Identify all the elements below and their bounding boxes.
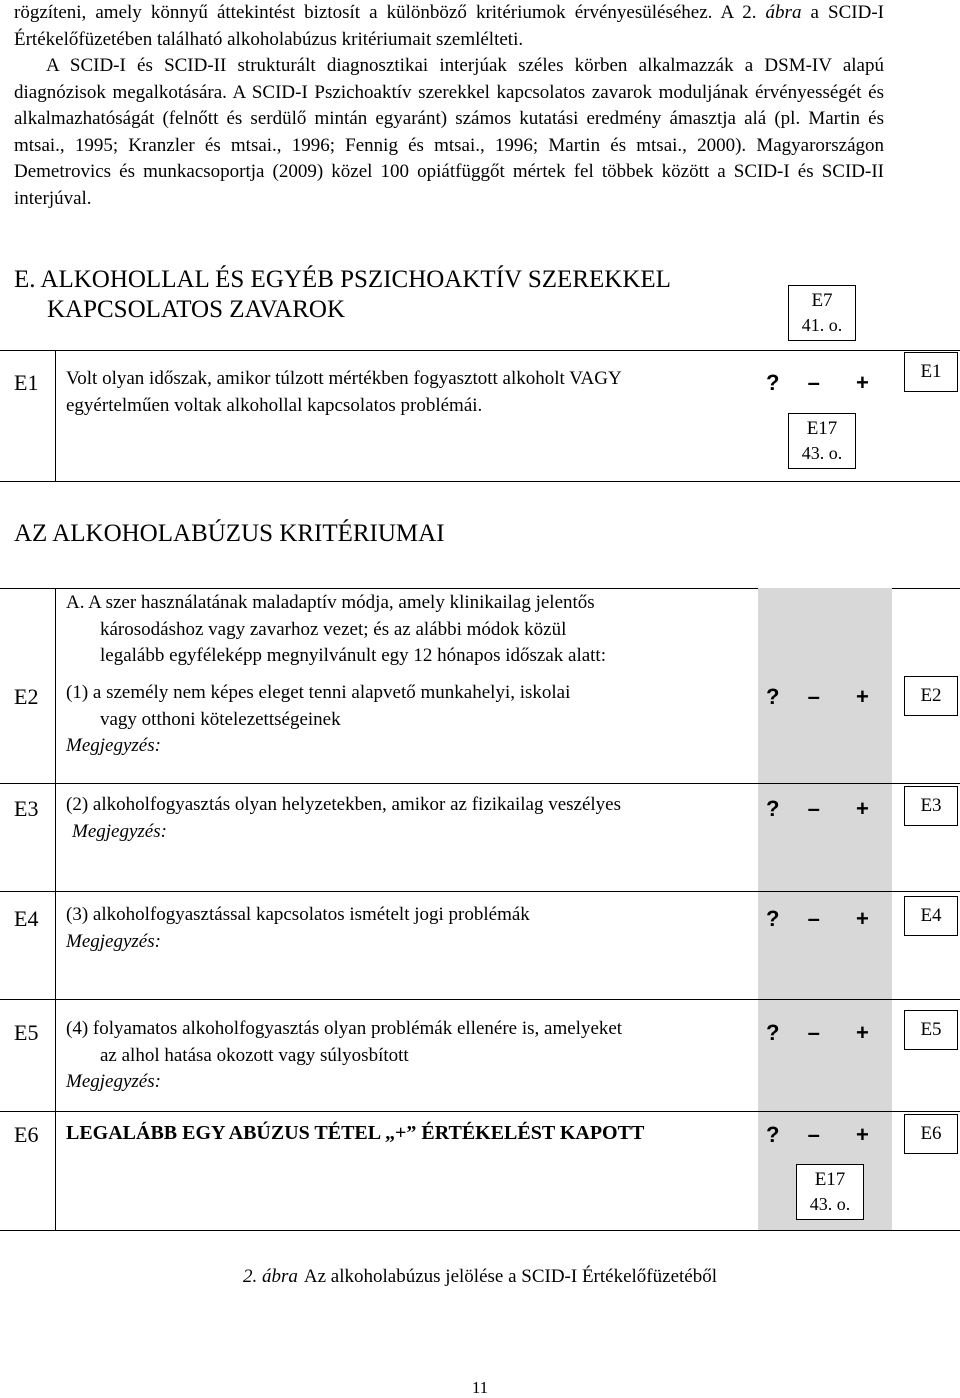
rating-options[interactable] <box>766 684 869 710</box>
row-question: (2) alkoholfogyasztás olyan helyzetekben, amikor az fizikailag veszélyes Megjegyzés: <box>66 792 621 845</box>
figure-caption: 2. ábra Az alkoholabúzus jelölése a SCID-I Értékelőfüzetéből <box>242 1266 717 1287</box>
criterion-code-box: E2 <box>904 676 958 716</box>
rating-options[interactable] <box>766 370 869 396</box>
row-label: E3 <box>14 796 39 821</box>
rating-minus[interactable]: – <box>807 906 820 931</box>
page-number: 11 <box>471 1378 489 1397</box>
rating-unknown[interactable]: ? <box>766 906 780 931</box>
row-label: E5 <box>14 1020 39 1045</box>
row-summary: LEGALÁBB EGY ABÚZUS TÉTEL „+” ÉRTÉKELÉST KAPOTT <box>66 1122 645 1144</box>
row-label: E6 <box>14 1122 39 1147</box>
rating-options[interactable] <box>766 1122 869 1148</box>
criterion-code-box: E4 <box>904 896 958 936</box>
intro-text <box>14 0 884 212</box>
rating-unknown[interactable]: ? <box>766 370 780 395</box>
criterion-row-e3 <box>0 784 960 892</box>
rating-plus[interactable]: + <box>855 1122 869 1147</box>
rating-unknown[interactable]: ? <box>766 1020 780 1045</box>
note-field[interactable]: Megjegyzés: <box>66 1071 161 1092</box>
row-question: (3) alkoholfogyasztással kapcsolatos ismételt jogi problémák Megjegyzés: <box>66 902 530 955</box>
rating-plus[interactable]: + <box>855 906 869 931</box>
intro-paragraph-2: A SCID-I és SCID-II strukturált diagnosztikai interjúak széles körben alkalmazzák a DSM-IV alapú diagnózisok megalkotására. A SCID-I Pszichoaktív szerekkel kapcsolatos zavarok moduljának érvényességét és alkalmazhatóságát (felnőtt és serdülő mintán egyaránt) számos kutatási eredmény ámasztja alá (pl. Martin és mtsai., 1995; Kranzler és mtsai., 1996; Fennig és mtsai., 1996; Martin és mtsai., 2000). Magyarországon Demetrovics és munkacsoportja (2009) közel 100 opiátfüggőt mértek fel többek között a SCID-I és SCID-II interjúval. <box>14 55 884 209</box>
criterion-code-box: E6 <box>904 1114 958 1154</box>
criterion-row-e6 <box>0 1112 960 1230</box>
rating-minus[interactable]: – <box>807 1020 820 1045</box>
criterion-row-e2 <box>0 674 960 784</box>
rating-unknown[interactable]: ? <box>766 796 780 821</box>
note-field[interactable]: Megjegyzés: <box>66 930 161 952</box>
section-reference-box: E7 41. o. <box>788 285 856 341</box>
row-question: Volt olyan időszak, amikor túlzott mértékben fogyasztott alkoholt VAGY egyértelműen voltak alkohollal kapcsolatos problémái. <box>66 368 622 416</box>
intro-paragraph-1: rögzíteni, amely könnyű áttekintést biztosít a különböző kritériumok érvényesüléséhez. A 2. ábra a SCID-I Értékelőfüzetében található alkoholabúzus kritériumait szemlélteti. <box>14 2 884 50</box>
section-title: E. ALKOHOLLAL ÉS EGYÉB PSZICHOAKTÍV SZEREKKEL KAPCSOLATOS ZAVAROK <box>14 266 671 323</box>
criteria-table <box>0 588 960 1231</box>
row-label: E4 <box>14 906 39 931</box>
row-question: (4) folyamatos alkoholfogyasztás olyan problémák ellenére is, amelyeket az alhol hatása okozott vagy súlyosbított Megjegyzés: <box>66 1016 622 1096</box>
rating-unknown[interactable]: ? <box>766 684 780 709</box>
criterion-code-box: E3 <box>904 786 958 826</box>
criteria-heading: AZ ALKOHOLABÚZUS KRITÉRIUMAI <box>14 520 445 547</box>
criterion-row-e4 <box>0 892 960 1000</box>
note-field[interactable]: Megjegyzés: <box>66 735 161 756</box>
criterion-row-e5 <box>0 1000 960 1112</box>
rating-minus[interactable]: – <box>807 684 820 709</box>
rating-plus[interactable]: + <box>855 684 869 709</box>
criterion-code-box: E5 <box>904 1010 958 1050</box>
skip-reference-box-e1: E17 43. o. <box>788 413 856 469</box>
row-label: E2 <box>14 684 39 709</box>
rating-plus[interactable]: + <box>855 1020 869 1045</box>
rating-minus[interactable]: – <box>807 796 820 821</box>
rating-plus[interactable]: + <box>855 796 869 821</box>
rating-minus[interactable]: – <box>807 370 820 395</box>
rating-unknown[interactable]: ? <box>766 1122 780 1147</box>
rating-options[interactable] <box>766 796 869 822</box>
row-label: E1 <box>14 370 39 395</box>
note-field[interactable]: Megjegyzés: <box>72 820 167 842</box>
criterion-code-box: E1 <box>904 352 958 392</box>
rating-options[interactable] <box>766 906 869 932</box>
rating-minus[interactable]: – <box>807 1122 820 1147</box>
rating-plus[interactable]: + <box>855 370 869 395</box>
criterion-a-text: A. A szer használatának maladaptív módja, amely klinikailag jelentős károsodáshoz vagy zavarhoz vezet; és az alábbi módok közül legalább egyféleképp megnyilvánult egy 12 hónapos időszak alatt: <box>66 592 606 666</box>
rating-options[interactable] <box>766 1020 869 1046</box>
row-question: (1) a személy nem képes eleget tenni alapvető munkahelyi, iskolai vagy otthoni kötelezettségeinek Megjegyzés: <box>66 680 570 760</box>
skip-reference-box-e6: E17 43. o. <box>796 1164 864 1220</box>
